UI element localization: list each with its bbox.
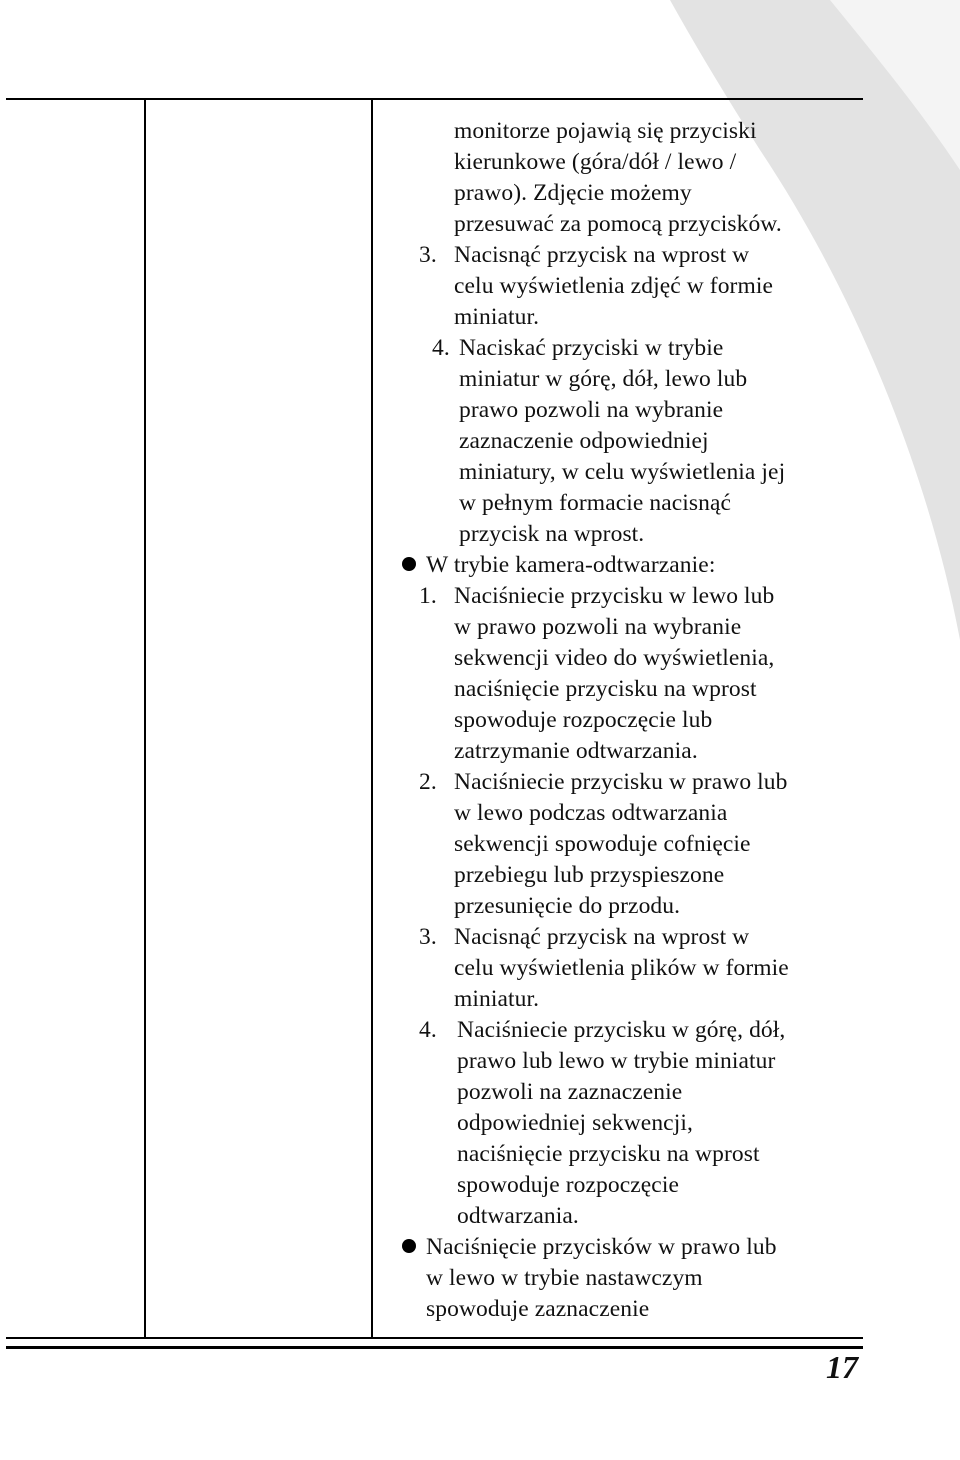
text-line: odpowiedniej sekwencji, bbox=[457, 1110, 693, 1136]
table-top-border bbox=[6, 98, 863, 100]
text-line: w lewo podczas odtwarzania bbox=[454, 800, 728, 826]
text-line: pozwoli na zaznaczenie bbox=[457, 1079, 683, 1105]
table-bottom-border bbox=[6, 1337, 863, 1339]
list-number: 3. bbox=[419, 242, 437, 268]
text-line: spowoduje rozpoczęcie bbox=[457, 1172, 679, 1198]
text-line: miniatur. bbox=[454, 986, 540, 1012]
text-line: celu wyświetlenia zdjęć w formie bbox=[454, 273, 774, 299]
text-line: Naciśniecie przycisku w górę, dół, bbox=[457, 1017, 786, 1043]
text-line: spowoduje zaznaczenie bbox=[426, 1296, 650, 1322]
text-line: Naciśnięcie przycisków w prawo lub bbox=[426, 1234, 777, 1260]
text-line: przycisk na wprost. bbox=[459, 521, 645, 547]
text-line: sekwencji spowoduje cofnięcie bbox=[454, 831, 751, 857]
text-line: miniatur. bbox=[454, 304, 540, 330]
text-line: przesunięcie do przodu. bbox=[454, 893, 681, 919]
text-line: spowoduje rozpoczęcie lub bbox=[454, 707, 713, 733]
bullet-dot-icon bbox=[402, 557, 416, 571]
footer-rule bbox=[6, 1346, 863, 1349]
text-line: przesuwać za pomocą przycisków. bbox=[454, 211, 782, 237]
bullet-heading: W trybie kamera-odtwarzanie: bbox=[426, 552, 716, 578]
text-line: Naciśniecie przycisku w lewo lub bbox=[454, 583, 775, 609]
list-number: 3. bbox=[419, 924, 437, 950]
list-number: 4. bbox=[432, 335, 450, 361]
text-line: Nacisnąć przycisk na wprost w bbox=[454, 242, 750, 268]
text-line: przebiegu lub przyspieszone bbox=[454, 862, 725, 888]
text-line: zaznaczenie odpowiedniej bbox=[459, 428, 709, 454]
text-line: w prawo pozwoli na wybranie bbox=[454, 614, 742, 640]
text-line: Naciśniecie przycisku w prawo lub bbox=[454, 769, 788, 795]
text-line: w lewo w trybie nastawczym bbox=[426, 1265, 703, 1291]
text-line: kierunkowe (góra/dół / lewo / bbox=[454, 149, 737, 175]
text-line: monitorze pojawią się przyciski bbox=[454, 118, 757, 144]
text-line: prawo lub lewo w trybie miniatur bbox=[457, 1048, 776, 1074]
text-line: zatrzymanie odtwarzania. bbox=[454, 738, 698, 764]
bullet-dot-icon bbox=[402, 1239, 416, 1253]
text-line: miniatur w górę, dół, lewo lub bbox=[459, 366, 748, 392]
text-line: prawo). Zdjęcie możemy bbox=[454, 180, 692, 206]
text-line: sekwencji video do wyświetlenia, bbox=[454, 645, 775, 671]
text-line: Naciskać przyciski w trybie bbox=[459, 335, 724, 361]
page-number: 17 bbox=[826, 1349, 858, 1385]
text-line: odtwarzania. bbox=[457, 1203, 579, 1229]
text-line: celu wyświetlenia plików w formie bbox=[454, 955, 789, 981]
text-line: naciśnięcie przycisku na wprost bbox=[457, 1141, 760, 1167]
list-number: 2. bbox=[419, 769, 437, 795]
list-number: 1. bbox=[419, 583, 437, 609]
text-line: miniatury, w celu wyświetlenia jej bbox=[459, 459, 786, 485]
table-column-divider-1 bbox=[144, 98, 146, 1338]
list-number: 4. bbox=[419, 1017, 437, 1043]
text-line: Nacisnąć przycisk na wprost w bbox=[454, 924, 750, 950]
table-column-divider-2 bbox=[371, 98, 373, 1338]
text-line: prawo pozwoli na wybranie bbox=[459, 397, 724, 423]
text-line: w pełnym formacie nacisnąć bbox=[459, 490, 732, 516]
text-line: naciśnięcie przycisku na wprost bbox=[454, 676, 757, 702]
